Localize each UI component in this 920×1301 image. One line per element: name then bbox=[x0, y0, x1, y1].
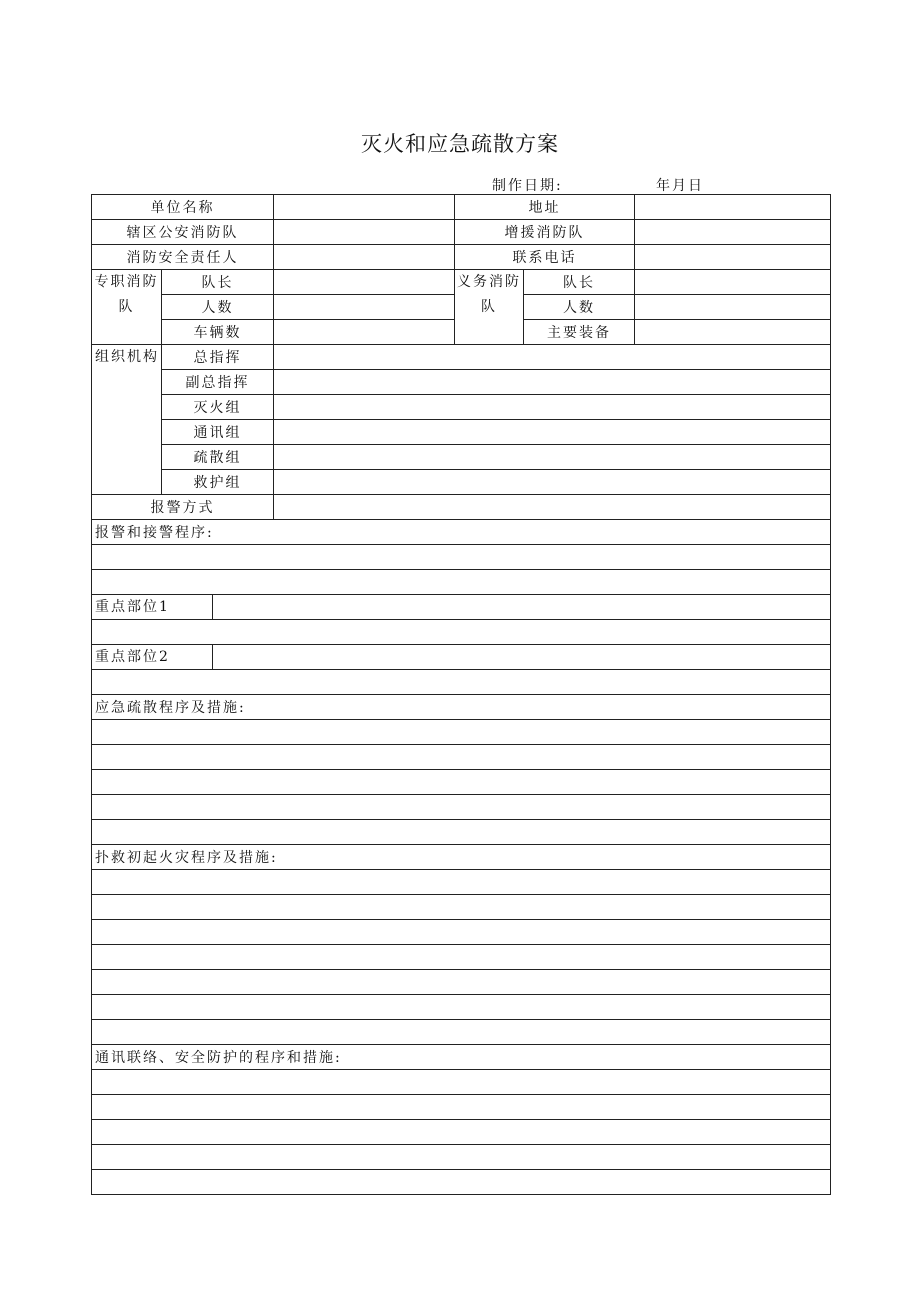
key-part-1-field[interactable] bbox=[213, 595, 830, 619]
alarm-procedure-line[interactable] bbox=[92, 545, 831, 570]
date-value: 年月日 bbox=[656, 178, 704, 194]
alarm-procedure-line[interactable] bbox=[92, 570, 831, 595]
safety-person-label: 消防安全责任人 bbox=[92, 245, 274, 270]
page-title: 灭火和应急疏散方案 bbox=[361, 132, 559, 156]
fire-group-field[interactable] bbox=[274, 395, 831, 420]
fire-fighting-line[interactable] bbox=[92, 995, 831, 1020]
unit-name-field[interactable] bbox=[274, 195, 455, 220]
vehicles-field[interactable] bbox=[274, 320, 455, 345]
rescue-group-label: 救护组 bbox=[162, 470, 274, 495]
fire-fighting-line[interactable] bbox=[92, 945, 831, 970]
unit-name-label: 单位名称 bbox=[92, 195, 274, 220]
communication-line[interactable] bbox=[92, 1120, 831, 1145]
communication-line[interactable] bbox=[92, 1145, 831, 1170]
evacuation-line[interactable] bbox=[92, 795, 831, 820]
communication-line[interactable] bbox=[92, 1170, 831, 1195]
pro-count-field[interactable] bbox=[274, 295, 455, 320]
address-label: 地址 bbox=[455, 195, 635, 220]
fire-fighting-heading: 扑救初起火灾程序及措施: bbox=[92, 845, 831, 870]
key-part-2-field[interactable] bbox=[213, 645, 830, 669]
alarm-procedure-heading: 报警和接警程序: bbox=[92, 520, 831, 545]
key-part-2-line[interactable] bbox=[92, 670, 831, 695]
key-part-2-row bbox=[92, 645, 831, 670]
district-fire-field[interactable] bbox=[274, 220, 455, 245]
key-part-1-label: 重点部位1 bbox=[92, 595, 213, 619]
vol-team-label: 义务消防队 bbox=[455, 270, 524, 345]
safety-person-field[interactable] bbox=[274, 245, 455, 270]
evacuation-line[interactable] bbox=[92, 720, 831, 745]
district-fire-label: 辖区公安消防队 bbox=[92, 220, 274, 245]
phone-label: 联系电话 bbox=[455, 245, 635, 270]
vol-count-field[interactable] bbox=[635, 295, 831, 320]
communication-heading: 通讯联络、安全防护的程序和措施: bbox=[92, 1045, 831, 1070]
fire-fighting-line[interactable] bbox=[92, 1020, 831, 1045]
evacuation-line[interactable] bbox=[92, 770, 831, 795]
fire-fighting-line[interactable] bbox=[92, 970, 831, 995]
pro-team-label: 专职消防队 bbox=[92, 270, 162, 345]
alarm-method-field[interactable] bbox=[274, 495, 831, 520]
key-part-1-row bbox=[92, 595, 831, 620]
commander-label: 总指挥 bbox=[162, 345, 274, 370]
vice-commander-field[interactable] bbox=[274, 370, 831, 395]
fire-group-label: 灭火组 bbox=[162, 395, 274, 420]
address-field[interactable] bbox=[635, 195, 831, 220]
vehicles-label: 车辆数 bbox=[162, 320, 274, 345]
fire-fighting-line[interactable] bbox=[92, 895, 831, 920]
date-label: 制作日期: bbox=[492, 178, 563, 194]
fire-fighting-line[interactable] bbox=[92, 870, 831, 895]
equipment-field[interactable] bbox=[635, 320, 831, 345]
vol-count-label: 人数 bbox=[524, 295, 635, 320]
vice-commander-label: 副总指挥 bbox=[162, 370, 274, 395]
pro-captain-field[interactable] bbox=[274, 270, 455, 295]
evacuation-line[interactable] bbox=[92, 745, 831, 770]
support-fire-field[interactable] bbox=[635, 220, 831, 245]
evacuation-heading: 应急疏散程序及措施: bbox=[92, 695, 831, 720]
evac-group-field[interactable] bbox=[274, 445, 831, 470]
vol-captain-field[interactable] bbox=[635, 270, 831, 295]
phone-field[interactable] bbox=[635, 245, 831, 270]
communication-line[interactable] bbox=[92, 1095, 831, 1120]
comm-group-label: 通讯组 bbox=[162, 420, 274, 445]
pro-captain-label: 队长 bbox=[162, 270, 274, 295]
key-part-1-line[interactable] bbox=[92, 620, 831, 645]
evac-group-label: 疏散组 bbox=[162, 445, 274, 470]
evacuation-line[interactable] bbox=[92, 820, 831, 845]
commander-field[interactable] bbox=[274, 345, 831, 370]
key-part-2-label: 重点部位2 bbox=[92, 645, 213, 669]
comm-group-field[interactable] bbox=[274, 420, 831, 445]
rescue-group-field[interactable] bbox=[274, 470, 831, 495]
plan-form-table bbox=[91, 194, 831, 1195]
org-label: 组织机构 bbox=[92, 345, 162, 495]
equipment-label: 主要装备 bbox=[524, 320, 635, 345]
support-fire-label: 增援消防队 bbox=[455, 220, 635, 245]
pro-count-label: 人数 bbox=[162, 295, 274, 320]
alarm-method-label: 报警方式 bbox=[92, 495, 274, 520]
vol-captain-label: 队长 bbox=[524, 270, 635, 295]
communication-line[interactable] bbox=[92, 1070, 831, 1095]
fire-fighting-line[interactable] bbox=[92, 920, 831, 945]
